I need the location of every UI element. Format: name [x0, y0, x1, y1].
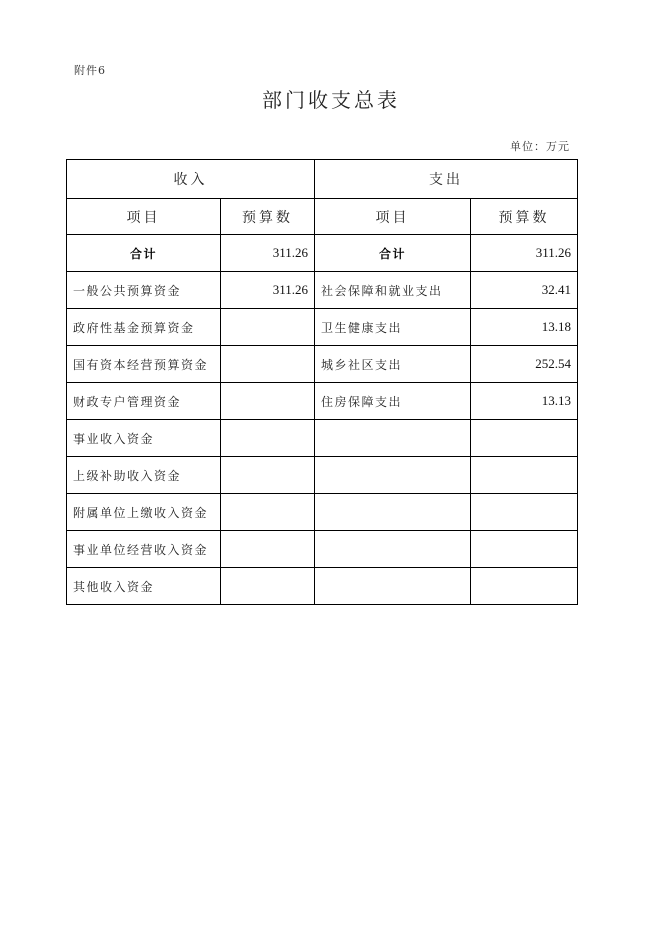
income-amount-cell — [221, 309, 315, 346]
income-amount-header: 预算数 — [221, 199, 315, 235]
expense-amount-cell — [471, 420, 578, 457]
expense-item-cell — [315, 420, 471, 457]
table-row — [67, 309, 578, 346]
attachment-label: 附件6 — [74, 64, 106, 77]
expense-total-amount: 311.26 — [471, 235, 578, 272]
income-item-cell: 财政专户管理资金 — [67, 383, 221, 420]
expense-amount-cell — [471, 568, 578, 605]
expense-item-cell: 住房保障支出 — [315, 383, 471, 420]
table-row — [67, 568, 578, 605]
income-amount-cell — [221, 531, 315, 568]
income-amount-cell — [221, 494, 315, 531]
expense-amount-cell: 13.18 — [471, 309, 578, 346]
expense-item-header: 项目 — [315, 199, 471, 235]
income-item-header: 项目 — [67, 199, 221, 235]
expense-amount-cell — [471, 457, 578, 494]
table-row — [67, 420, 578, 457]
income-item-cell: 事业收入资金 — [67, 420, 221, 457]
expense-amount-cell — [471, 531, 578, 568]
page-title: 部门收支总表 — [262, 88, 400, 112]
expense-total-label: 合计 — [315, 235, 471, 272]
table-row — [67, 272, 578, 309]
expense-item-cell — [315, 494, 471, 531]
total-row — [67, 235, 578, 272]
income-item-cell: 政府性基金预算资金 — [67, 309, 221, 346]
table-row — [67, 383, 578, 420]
expense-amount-cell: 13.13 — [471, 383, 578, 420]
income-item-cell: 事业单位经营收入资金 — [67, 531, 221, 568]
expense-group-header: 支出 — [315, 160, 578, 199]
income-item-cell: 上级补助收入资金 — [67, 457, 221, 494]
income-amount-cell — [221, 346, 315, 383]
income-item-cell: 附属单位上缴收入资金 — [67, 494, 221, 531]
expense-amount-cell: 32.41 — [471, 272, 578, 309]
budget-summary-table — [66, 159, 578, 605]
table-row — [67, 494, 578, 531]
income-amount-cell — [221, 568, 315, 605]
table-row — [67, 531, 578, 568]
unit-label: 单位：万元 — [510, 140, 570, 153]
income-item-cell: 国有资本经营预算资金 — [67, 346, 221, 383]
expense-amount-header: 预算数 — [471, 199, 578, 235]
expense-item-cell — [315, 568, 471, 605]
table-row — [67, 457, 578, 494]
income-amount-cell: 311.26 — [221, 272, 315, 309]
expense-item-cell: 城乡社区支出 — [315, 346, 471, 383]
income-group-header: 收入 — [67, 160, 315, 199]
group-header-row — [67, 160, 578, 199]
expense-item-cell: 卫生健康支出 — [315, 309, 471, 346]
column-header-row — [67, 199, 578, 235]
income-item-cell: 其他收入资金 — [67, 568, 221, 605]
income-total-amount: 311.26 — [221, 235, 315, 272]
expense-item-cell — [315, 531, 471, 568]
expense-amount-cell: 252.54 — [471, 346, 578, 383]
income-amount-cell — [221, 457, 315, 494]
income-item-cell: 一般公共预算资金 — [67, 272, 221, 309]
income-total-label: 合计 — [67, 235, 221, 272]
expense-item-cell — [315, 457, 471, 494]
income-amount-cell — [221, 383, 315, 420]
expense-item-cell: 社会保障和就业支出 — [315, 272, 471, 309]
table-row — [67, 346, 578, 383]
income-amount-cell — [221, 420, 315, 457]
expense-amount-cell — [471, 494, 578, 531]
